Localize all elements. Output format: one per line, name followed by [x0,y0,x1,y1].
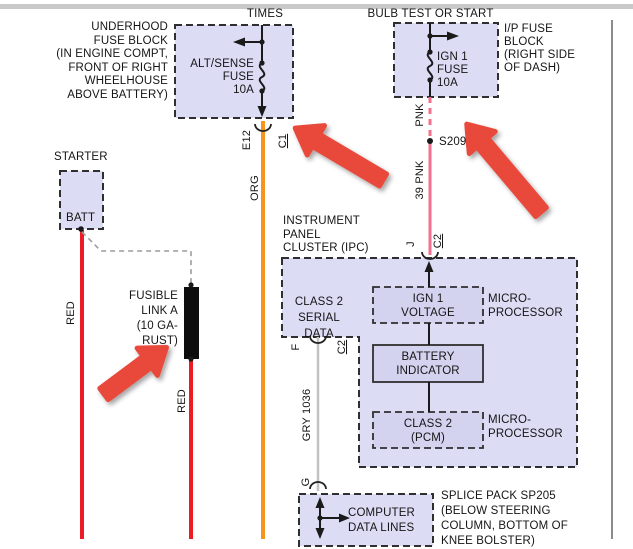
alt-sense-fuse-label: ALT/SENSE FUSE 10A [190,58,254,96]
annotation-arrow-to-c1 [287,113,392,194]
microprocessor-top-label: MICRO- PROCESSOR [488,293,563,319]
banner-bulb-test-or-start: BULB TEST OR START [367,8,494,20]
pin-e12-label: E12 [241,129,253,151]
connector-c1-label: C1 [277,133,289,149]
pin-j-label: J [405,241,417,247]
pin-f-label: F [290,343,302,351]
connector-c2-top-label: C2 [432,233,444,249]
red-wire-a-label: RED [65,301,77,325]
fusible-link-note: FUSIBLE LINK A (10 GA- RUST) [129,290,178,347]
battery-indicator-label: BATTERY INDICATOR [396,351,460,377]
microprocessor-bottom-label: MICRO- PROCESSOR [488,414,563,440]
gry-wire-label: GRY 1036 [301,388,313,442]
starter-title: STARTER [54,151,108,163]
batt-terminal-label: BATT [66,212,96,224]
batt-link-dashed-line [82,232,191,284]
top-gray-strip [0,4,633,9]
org-wire-label: ORG [249,175,261,201]
pnk-wire-label: PNK [414,103,426,127]
pin-g-label: G [300,477,312,487]
class2-serial-data-label: CLASS 2 SERIAL DATA [294,296,344,340]
connector-c2-left-label: C2 [336,339,348,355]
banner-hot-at-all-times: TIMES [246,8,284,20]
ign1-voltage-label: IGN 1 VOLTAGE [401,293,455,319]
s209-splice-label: S209 [439,136,467,148]
class2-pcm-label: CLASS 2 (PCM) [403,418,453,444]
ipc-title: INSTRUMENT PANEL CLUSTER (IPC) [283,215,369,254]
splice-pack-note: SPLICE PACK SP205 (BELOW STEERING COLUMN, BOTTOM OF KNEE BOLSTER) [441,490,568,547]
pnk-39-wire-label: 39 PNK [414,160,426,200]
ign1-fuse-label: IGN 1 FUSE 10A [437,51,469,89]
computer-data-lines-label: COMPUTER DATA LINES [348,507,416,534]
ip-fuse-block-note: I/P FUSE BLOCK (RIGHT SIDE OF DASH) [504,23,576,74]
underhood-fuse-block-note: UNDERHOOD FUSE BLOCK (IN ENGINE COMPT, FRONT OF RIGHT WHEELHOUSE ABOVE BATTERY) [56,21,168,101]
annotation-arrow-to-ip-fuse [454,113,554,223]
fusible-link-bar [184,287,199,359]
red-wire-b-label: RED [176,389,188,413]
